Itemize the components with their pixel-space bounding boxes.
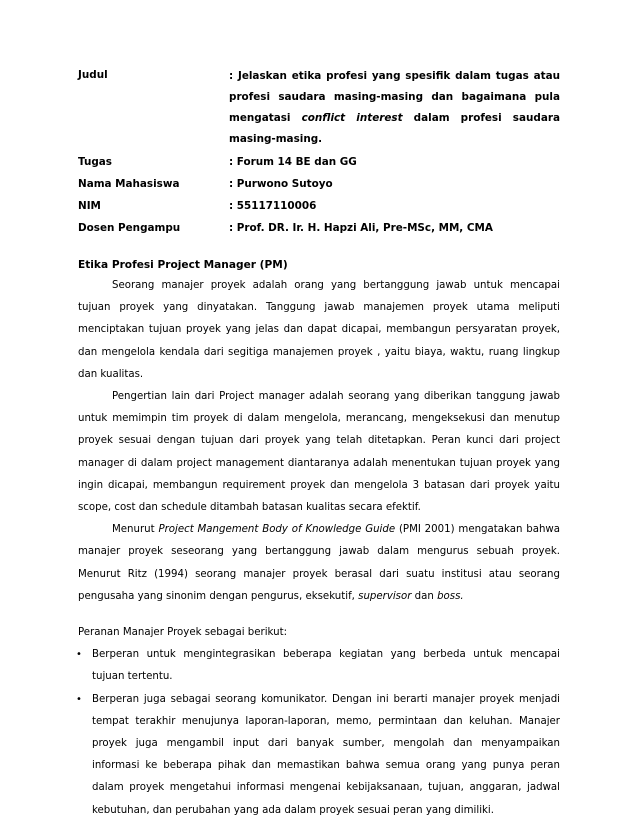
boss-term: boss. (437, 590, 464, 602)
nim-row (78, 197, 560, 216)
list-item-text: Berperan juga sebagai seorang komunikator. Dengan ini berarti manajer proyek menjadi tempat terakhir menujunya laporan-laporan, memo, permintaan dan keluhan. Manajer proyek juga mengambil input dari banyak sumber, mengolah dan menyampaikan informasi ke beberapa pihak dan memastikan bahwa semua orang yang punya peran dalam proyek mengetahui informasi mengenai kebijaksanaan, tujuan, anggaran, jadwal kebutuhan, dan perubahan yang ada dalam proyek sesuai peran yang dimiliki. (92, 693, 560, 816)
dosen-value: : Prof. DR. Ir. H. Hapzi Ali, Pre-MSc, MM, CMA (229, 222, 493, 234)
paragraph-3-part-b: (PMI 2001) mengatakan bahwa manajer proyek seseorang yang bertanggung jawab dalam mengurus sebuah proyek. Menurut Ritz (1994) seorang manajer proyek berasal dari suatu institusi atau seorang pengusaha yang sinonim dengan pengurus, eksekutif, (78, 524, 560, 602)
supervisor-term: supervisor (358, 590, 412, 602)
nama-value: : Purwono Sutoyo (229, 178, 333, 190)
title-value-part-1: : Jelaskan etika profesi yang spesifik dalam tugas atau profesi saudara masing-masing dan bagaimana pula mengatasi (229, 70, 560, 124)
document-page (78, 66, 560, 822)
dosen-label: Dosen Pengampu (78, 222, 181, 234)
dosen-row (78, 219, 560, 238)
bullet-icon: • (76, 649, 82, 661)
list-intro: Peranan Manajer Proyek sebagai berikut: (78, 627, 288, 639)
assignment-header (78, 66, 560, 238)
role-list (78, 644, 560, 822)
nim-value: : 55117110006 (229, 200, 317, 212)
paragraph-3-part-a: Menurut (112, 524, 159, 536)
title-label: Judul (78, 69, 108, 81)
title-row (78, 66, 560, 150)
tugas-label: Tugas (78, 156, 112, 168)
list-item (78, 644, 560, 688)
section-title: Etika Profesi Project Manager (PM) (78, 259, 288, 271)
tugas-row (78, 153, 560, 172)
nim-label: NIM (78, 200, 101, 212)
nama-row (78, 175, 560, 194)
pmbok-title: Project Mangement Body of Knowledge Guide (158, 524, 396, 536)
list-item-text: Berperan untuk mengintegrasikan beberapa kegiatan yang berbeda untuk mencapai tujuan tertentu. (92, 649, 560, 683)
paragraph-1: Seorang manajer proyek adalah orang yang bertanggung jawab untuk mencapai tujuan proyek yang dinyatakan. Tanggung jawab manajemen proyek utama meliputi menciptakan tujuan proyek yang jelas dan dapat dicapai, membangun persyaratan proyek, dan mengelola kendala dari segitiga manajemen proyek , yaitu biaya, waktu, ruang lingkup dan kualitas. (78, 280, 560, 380)
nama-label: Nama Mahasiswa (78, 178, 180, 190)
paragraph-3-part-c: dan (411, 590, 438, 602)
bullet-icon: • (76, 693, 82, 705)
title-value (229, 66, 560, 150)
paragraph-3 (78, 519, 560, 608)
paragraph-2: Pengertian lain dari Project manager adalah seorang yang diberikan tanggung jawab untuk memimpin tim proyek di dalam mengelola, merancang, mengeksekusi dan menutup proyek sesuai dengan tujuan dari proyek yang telah ditetapkan. Peran kunci dari project manager di dalam project management diantaranya adalah menentukan tujuan proyek yang ingin dicapai, membangun requirement proyek dan mengelola 3 batasan dari proyek yaitu scope, cost dan schedule ditambah batasan kualitas secara efektif. (78, 391, 560, 514)
tugas-value: : Forum 14 BE dan GG (229, 156, 357, 168)
list-item (78, 689, 560, 822)
title-value-part-3: dalam profesi saudara masing-masing. (229, 112, 560, 145)
title-value-italic: conflict interest (301, 112, 403, 124)
